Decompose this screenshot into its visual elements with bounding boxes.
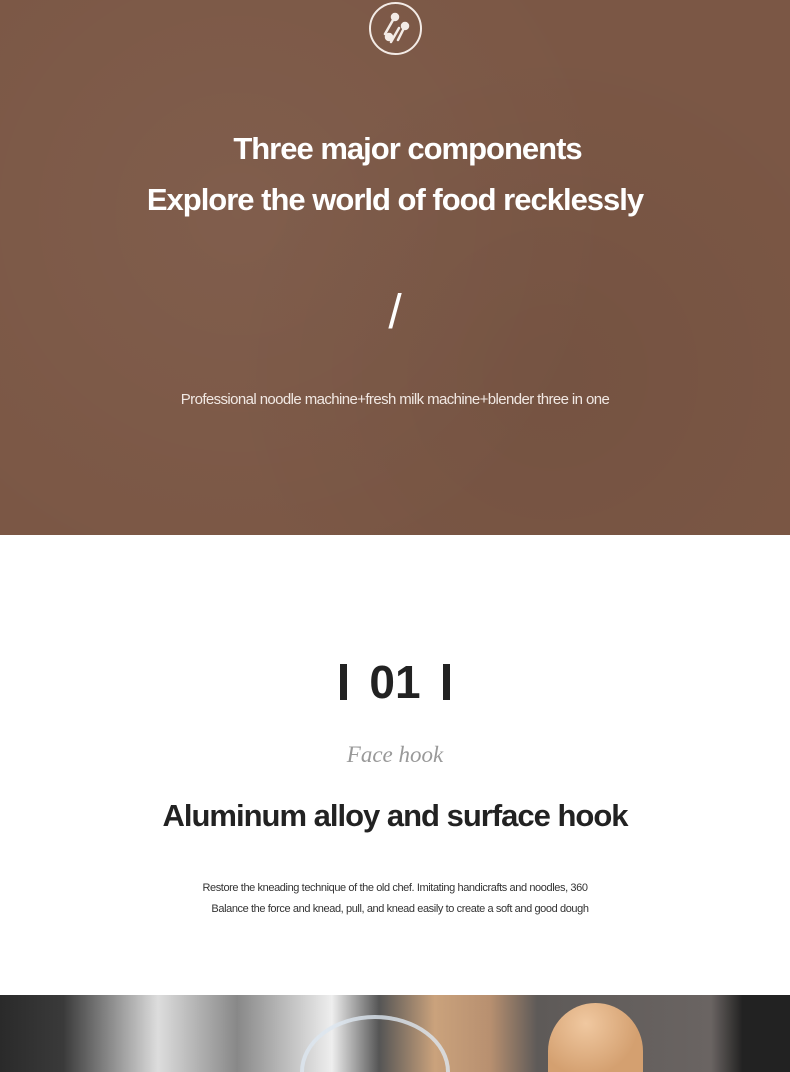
divider-slash: / — [388, 286, 402, 339]
whisk-image — [300, 1015, 450, 1072]
section-number — [0, 655, 790, 709]
product-photo — [0, 995, 790, 1072]
feature-label: Face hook — [346, 742, 444, 767]
feature-description — [0, 878, 790, 920]
egg-image — [548, 1003, 643, 1072]
hero-description: Professional noodle machine+fresh milk machine+blender three in one — [180, 391, 610, 408]
hero-title: Three major components — [233, 131, 582, 166]
hero-banner — [0, 0, 790, 535]
desc-line-1: Restore the kneading technique of the old chef. Imitating handicrafts and noodles, 360 — [202, 882, 588, 894]
spoons-icon — [369, 2, 422, 55]
number-text: 01 — [369, 656, 421, 708]
bar-left — [340, 664, 347, 700]
desc-line-2: Balance the force and knead, pull, and knead easily to create a soft and good dough — [211, 903, 589, 915]
feature-heading: Aluminum alloy and surface hook — [162, 798, 628, 833]
hero-subtitle-heading: Explore the world of food recklessly — [146, 182, 644, 217]
bar-right — [443, 664, 450, 700]
